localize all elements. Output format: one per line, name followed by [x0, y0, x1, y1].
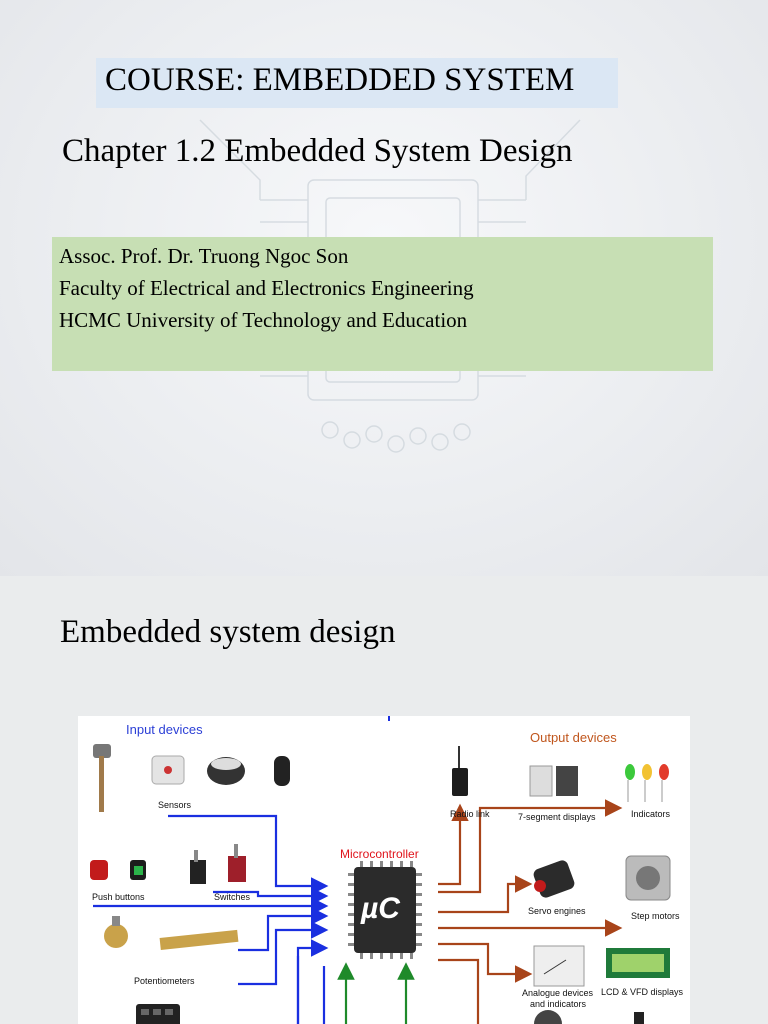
radio-link-label: Radio link [450, 809, 490, 819]
push-button-icons [90, 860, 146, 880]
step-motor-icon [626, 856, 670, 900]
embedded-system-diagram [78, 716, 690, 1024]
analogue-meter-icon [534, 946, 584, 986]
power-arrows [346, 971, 406, 1024]
servo-label: Servo engines [528, 906, 586, 916]
led-indicator-icons [625, 764, 669, 802]
author-name: Assoc. Prof. Dr. Truong Ngoc Son [59, 244, 349, 268]
lcd-vfd-label: LCD & VFD displays [601, 987, 684, 997]
course-title: COURSE: EMBEDDED SYSTEM [105, 62, 575, 98]
author-info-box [52, 237, 713, 371]
probe-sensor-icon [93, 744, 111, 812]
sensors-label: Sensors [158, 800, 192, 810]
microcontroller-header: Microcontroller [340, 847, 419, 861]
seven-segment-label: 7-segment displays [518, 812, 596, 822]
top-mark [388, 716, 390, 721]
potentiometer-icons [104, 916, 238, 950]
switch-icons [190, 844, 246, 884]
seven-segment-icon [530, 766, 578, 796]
push-buttons-label: Push buttons [92, 892, 145, 902]
transmitter-sensor-icon [207, 757, 245, 785]
author-university: HCMC University of Technology and Education [59, 308, 468, 332]
lcd-display-icon [606, 948, 670, 978]
chapter-title: Chapter 1.2 Embedded System Design [62, 133, 573, 169]
input-arrows [93, 816, 324, 1024]
lower-device-icons [534, 1010, 644, 1024]
analogue-devices-label: Analogue devices [522, 988, 594, 998]
analogue-indicators-label: and indicators [530, 999, 587, 1009]
author-faculty: Faculty of Electrical and Electronics Engineering [59, 276, 474, 300]
knob-sensor-icon [274, 756, 290, 786]
potentiometers-label: Potentiometers [134, 976, 195, 986]
step-motors-label: Step motors [631, 911, 680, 921]
mcu-chip-label: µC [361, 892, 400, 925]
switches-label: Switches [214, 892, 251, 902]
slide-title: Embedded system design [60, 614, 396, 650]
room-sensor-icon [152, 756, 184, 784]
output-devices-header: Output devices [530, 730, 617, 745]
indicators-label: Indicators [631, 809, 671, 819]
lower-input-lines [298, 956, 324, 1024]
design-slide [0, 576, 768, 1024]
keypad-icon [136, 1004, 180, 1024]
servo-icon [532, 859, 576, 900]
input-devices-header: Input devices [126, 722, 203, 737]
radio-link-icon [452, 746, 468, 796]
course-title-box [96, 58, 618, 108]
